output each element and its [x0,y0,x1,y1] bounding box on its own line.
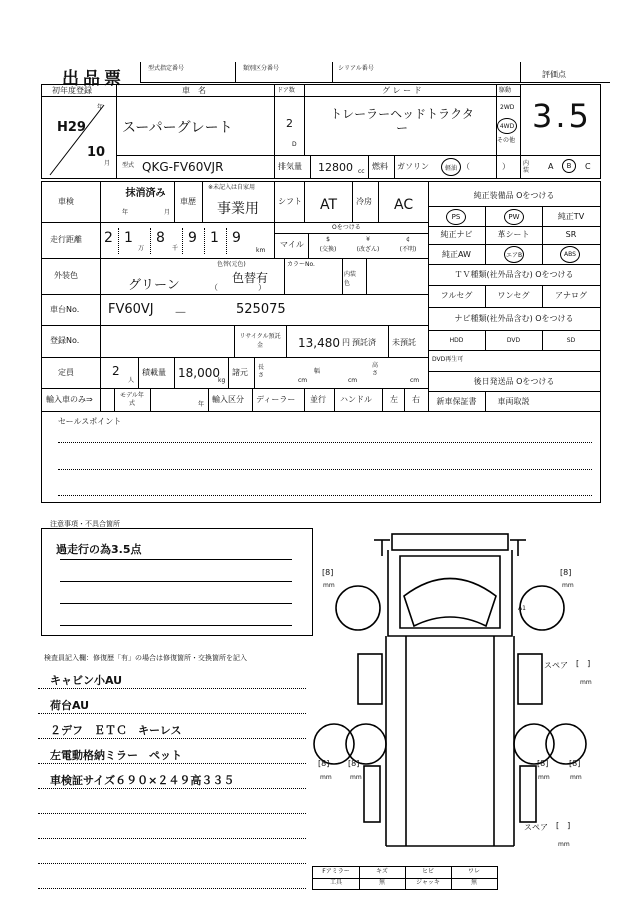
interior-a: A [548,162,554,171]
legend-tools-status: 無 [378,879,385,886]
interior-label: 内装 [523,160,530,174]
legend-table [312,866,498,890]
door-count-label: ドア数 [277,87,295,94]
inspector-label: 検査員記入欄：修復歴「有」の場合は修復箇所・交換箇所を記入 [44,654,247,662]
tv-analog: アナログ [555,291,587,300]
capacity-label: 定員 [58,368,74,377]
interior-c: C [585,162,591,171]
tread-fl-value: 8 [325,568,331,577]
equip-tv: 純正TV [557,212,585,221]
fuel-gasoline: ガソリン [397,162,429,171]
import-parallel: 並行 [310,395,326,404]
score-value: 3.5 [532,97,592,135]
inspection-month-unit: 月 [164,209,171,216]
tread-rl1: [8] [318,759,330,768]
score-label: 評価点 [542,70,566,79]
tread-rl2: [8] [348,759,360,768]
recycle-amount: 13,480 [298,336,340,350]
length-unit: cm [298,377,308,384]
handle-label: ハンドル [340,395,372,404]
color-change-label: 色替(元色) [217,261,246,268]
equip-ps-circled [446,209,466,225]
fuel-diesel: 軽油 [444,164,457,172]
tread-fr-value: 8 [563,568,569,577]
load-unit: kg [218,377,226,384]
katashiki-label: 型式指定番号 [148,65,185,72]
legend-jack: ジャッキ [416,879,440,886]
drive-label: 駆動 [499,87,512,94]
history-note: ※未記入は自家用 [208,184,256,191]
color-label: 外装色 [54,271,78,280]
inspection-year-unit: 年 [122,209,129,216]
fuel-other: （ ） [462,162,510,171]
tread-fr-unit: mm [562,582,574,589]
ruibetsu-label: 類別区分番号 [243,65,280,72]
load-label: 積載量 [142,368,166,377]
equip-pw: PW [508,213,520,221]
inspector-line-3: ２デフ ＥＴＣ キーレス [50,724,182,737]
document-title: 出品票 [62,69,125,89]
legend-header-4: ワレ [467,868,480,875]
tread-rl2-value: 8 [351,759,357,768]
interior-color-label: 内装色 [344,271,357,287]
length-label: 長さ [258,364,265,379]
import-dealer: ディーラー [256,395,296,404]
notes-box [41,528,313,636]
mileage-label: 走行距離 [50,235,82,244]
shift-value: AT [320,197,338,213]
drive-other: その他 [497,137,516,144]
tread-rr2-unit: mm [570,774,582,781]
color-change-value: 色替有 [232,271,269,285]
equip-airbag: エアB [505,252,523,259]
car-name-label: 車 名 [182,86,206,95]
model-label: 型式 [122,162,135,169]
inspection-label: 車検 [58,197,74,206]
first-reg-label: 初年度登録 [52,86,92,95]
id-numbers-row [140,62,610,83]
navi-dvd: DVD [506,337,521,344]
equip-pw-circled [504,209,524,225]
handle-left: 左 [390,395,398,404]
inspector-line-1: キャビン小AU [50,674,123,687]
notes-label: 注意事項・不具合箇所 [50,520,120,528]
grade-value: トレーラーヘッドトラクター [330,107,474,135]
tread-rl2-unit: mm [350,774,362,781]
notes-line-1: 過走行の為3.5点 [56,543,142,556]
mileage-opt3: (不明) [399,246,417,253]
fuel-diesel-circled [441,158,461,176]
cooling-value: AC [394,197,414,213]
spare-rear-label: スペア [524,823,548,832]
km-unit: km [256,247,266,254]
shift-label: シフト [278,197,302,206]
equip-sr: SR [565,230,577,239]
spare-front-unit: mm [580,679,592,686]
navi-type-title: ナビ種類(社外品含む) Oをつける [454,314,574,323]
color-value: グリーン [128,278,180,293]
wheels [314,586,586,764]
tread-rr1-value: 8 [540,759,546,768]
cooling-label: 冷房 [356,197,372,206]
drive-4wd-circled [497,118,517,134]
car-name-value: スーパーグレート [122,120,233,136]
persons-unit: 人 [128,377,135,384]
mileage-opt1-sym: $ [326,236,330,243]
tv-type-title: ＴＶ種類(社外品含む) Oをつける [454,270,574,279]
legend-header-3: ヒビ [421,868,434,875]
tread-rr2: [8] [569,759,581,768]
chassis-dash: － [174,306,188,321]
damage-a1: A1 [518,605,526,612]
interior-b: B [566,162,572,170]
import-type-label: 輸入区分 [212,395,244,404]
import-label: 輸入車のみ⇒ [46,395,93,404]
mileage-opt1: (交換) [319,246,337,253]
sen-unit: 千 [172,245,179,252]
width-label: 幅 [314,368,321,375]
after-ship-title: 後日発送品 Oをつける [473,377,555,386]
equipment-title: 純正装備品 Oをつける [473,191,555,200]
tread-rr1-unit: mm [538,774,550,781]
displacement-label: 排気量 [278,162,302,171]
vehicle-detail-table [41,181,601,503]
door-unit: D [292,141,297,148]
tread-fl: [8] [322,568,334,577]
height-unit: cm [410,377,420,384]
mileage-opt2: (改ざん) [356,246,380,253]
equip-leather: 革シート [497,230,530,239]
mileage-circle-note: Oをつける [332,224,361,231]
recycle-label: リサイクル預託金 [239,333,281,349]
grade-label: グ レ ー ド [382,86,422,95]
navi-sd: SD [566,337,576,344]
history-label: 車歴 [180,197,196,206]
model-year-unit: 年 [198,401,205,408]
inspector-lines [38,666,306,896]
after-warranty: 新車保証書 [436,397,477,406]
navi-hdd: HDD [449,337,464,344]
inspection-value: 抹消済み [125,188,166,199]
man-unit: 万 [138,245,145,252]
height-label: 高さ [372,362,379,377]
after-manual: 車両取説 [497,397,530,406]
color-change-paren: （ ） [210,283,266,292]
first-reg-month: 10 [87,145,106,160]
legend-tools: 工具 [329,879,342,886]
displacement-value: 12800 [318,161,353,174]
mileage-digit-3: 8 [156,230,165,246]
tread-rl1-value: 8 [321,759,327,768]
recycle-status: 預託済 [352,338,376,347]
mileage-opt3-sym: ¢ [406,236,410,243]
tv-oneseg: ワンセグ [497,291,530,300]
equip-aw: 純正AW [442,250,471,259]
capacity-persons: 2 [112,364,120,378]
year-unit: 年 [97,104,104,111]
mileage-opt2-sym: ¥ [366,236,370,243]
model-value: QKG-FV60VJR [142,160,224,174]
tread-fl-unit: mm [323,582,335,589]
drive-2wd: 2WD [500,104,515,111]
truck-outline [358,534,542,846]
equip-navi: 純正ナビ [440,230,473,239]
recycle-yen: 円 [342,338,350,347]
legend-header-1: Fアミラー [322,868,350,875]
mileage-digit-5: 1 [210,230,219,246]
width-unit: cm [348,377,358,384]
displacement-unit: cc [358,168,365,175]
equipment-panel [428,182,600,411]
spare-front-bracket: [ ] [576,659,591,668]
tv-fullseg: フルセグ [440,291,473,300]
registration-label: 登録No. [50,336,80,345]
model-year-label: モデル年式 [120,392,144,407]
chassis-prefix: FV60VJ [108,302,154,317]
mileage-digit-4: 9 [188,230,197,246]
tread-fr: [8] [560,568,572,577]
mile-option: マイル [280,240,304,249]
equip-ps: PS [451,213,461,221]
chassis-number: 525075 [236,302,286,317]
month-unit: 月 [104,160,111,167]
fuel-label: 燃料 [372,162,388,171]
spare-rear-unit: mm [558,841,570,848]
legend-header-2: キズ [376,868,388,875]
dims-label: 諸元 [232,368,248,377]
mileage-digits [100,222,274,258]
tread-rr1: [8] [537,759,549,768]
chassis-label: 車台No. [50,305,80,314]
drive-4wd: 4WD [499,122,515,130]
inspector-line-2: 荷台AU [50,699,90,712]
inspector-line-5: 車検証サイズ６９０×２４９高３３５ [50,774,235,787]
tread-rr2-value: 8 [572,759,578,768]
interior-b-circled [562,159,576,173]
door-count-value: 2 [286,117,293,130]
load-value: 18,000 [178,366,220,380]
handle-right: 右 [412,395,420,404]
equip-abs-circled [560,246,580,263]
mileage-digit-2: 1 [124,230,133,246]
serial-label: シリアル番号 [338,65,374,72]
color-no-label: カラーNo. [287,261,315,268]
first-reg-era: H29 [57,120,86,135]
mileage-digit-6: 9 [232,230,241,246]
inspector-line-4: 左電動格納ミラー ペット [50,749,182,762]
equip-abs: ABS [564,251,576,258]
recycle-unpaid: 未預託 [392,338,416,347]
mileage-digit-1: 2 [104,230,113,246]
spare-front-label: スペア [544,661,568,670]
legend-jack-status: 無 [470,879,477,886]
dvd-playback: DVD再生可 [432,356,464,363]
sales-point-label: セールスポイント [58,417,122,426]
history-value: 事業用 [217,201,259,217]
spare-rear-bracket: [ ] [556,821,571,830]
equip-airbag-circled [504,246,524,263]
tread-rl1-unit: mm [320,774,332,781]
